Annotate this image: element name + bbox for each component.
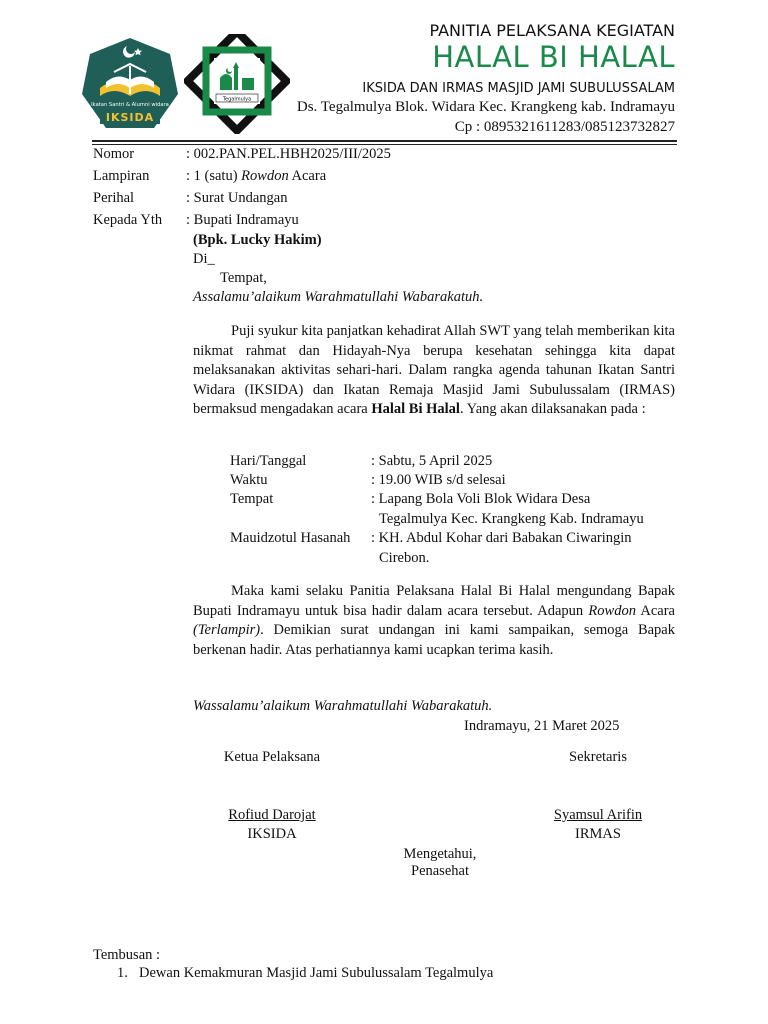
committee-title: PANITIA PELAKSANA KEGIATAN [429, 21, 675, 40]
event-title: HALAL BI HALAL [432, 40, 675, 74]
detail-value-speaker-line2: Cirebon. [379, 550, 430, 566]
meta-label-kepada: Kepada Yth [93, 212, 163, 228]
detail-label-time: Waktu [230, 472, 268, 488]
detail-value-place-line2: Tegalmulya Kec. Krangkeng Kab. Indramayu [379, 511, 644, 527]
header-divider-thin [92, 144, 677, 145]
meta-value-kepada: : Bupati Indramayu [186, 212, 299, 228]
header-divider-thick [92, 140, 677, 142]
detail-value-date: : Sabtu, 5 April 2025 [371, 453, 493, 469]
recipient-tempat: Tempat, [220, 270, 267, 286]
meta-value-lampiran: : 1 (satu) Rowdon Acara [186, 168, 327, 184]
organizations-line: IKSIDA DAN IRMAS MASJID JAMI SUBULUSSALAM [362, 81, 675, 96]
irmas-mosque-logo-icon [184, 34, 290, 134]
tembusan-item-number: 1. [117, 965, 128, 981]
advisor-line2: Penasehat [411, 863, 469, 879]
detail-value-speaker: : KH. Abdul Kohar dari Babakan Ciwaringin [371, 530, 632, 546]
logo-arc-text: Ikatan Santri & Alumni widara [91, 102, 169, 108]
logo-name-text: IKSIDA [105, 111, 155, 124]
detail-value-time: : 19.00 WIB s/d selesai [371, 472, 506, 488]
meta-label-lampiran: Lampiran [93, 168, 150, 184]
iksida-logo-icon [78, 36, 182, 136]
address-line: Ds. Tegalmulya Blok. Widara Kec. Krangkeng kab. Indramayu [296, 99, 675, 115]
signature-right-name: Syamsul Arifin [553, 807, 643, 823]
detail-value-place: : Lapang Bola Voli Blok Widara Desa [371, 491, 591, 507]
meta-label-nomor: Nomor [93, 146, 135, 162]
advisor-line1: Mengetahui, [403, 846, 477, 862]
meta-value-nomor: : 002.PAN.PEL.HBH2025/III/2025 [186, 146, 391, 162]
contact-line: Cp : 0895321611283/085123732827 [454, 119, 675, 135]
meta-value-perihal: : Surat Undangan [186, 190, 288, 206]
signature-right-org: IRMAS [575, 826, 621, 842]
recipient-name: (Bpk. Lucky Hakim) [193, 232, 322, 248]
logo-caption-text: Tegalmulya [222, 96, 252, 103]
letterhead [0, 0, 768, 145]
recipient-di: Di_ [193, 251, 215, 267]
signature-left-org: IKSIDA [247, 826, 297, 842]
tembusan-title: Tembusan : [93, 947, 161, 963]
invitation-paragraph: Maka kami selaku Panitia Pelaksana Halal Bi Halal mengundang Bapak Bupati Indramayu untuk bisa hadir dalam acara tersebut. Adapun Rowdon Acara (Terlampir). Demikian surat undangan ini kami sampaikan, semoga Bapak berkenan hadir. Atas perhatiannya kami ucapkan terima kasih. [193, 583, 675, 658]
detail-label-speaker: Mauidzotul Hasanah [230, 530, 351, 546]
meta-label-perihal: Perihal [93, 190, 135, 206]
place-date: Indramayu, 21 Maret 2025 [464, 718, 620, 734]
salutation: Assalamu’alaikum Warahmatullahi Wabarakatuh. [193, 289, 484, 305]
tembusan-item: Dewan Kemakmuran Masjid Jami Subulussalam Tegalmulya [139, 965, 494, 981]
signature-left-role: Ketua Pelaksana [223, 749, 321, 765]
opening-paragraph: Puji syukur kita panjatkan kehadirat Allah SWT yang telah memberikan kita nikmat rahmat dan Hidayah-Nya berupa kesehatan sehingga kita dapat melaksanakan aktivitas sehari-hari. Dalam rangka agenda tahunan Ikatan Santri Widara (IKSIDA) dan Ikatan Remaja Masjid Jami Subulussalam (IRMAS) bermaksud mengadakan acara Halal Bi Halal. Yang akan dilaksanakan pada : [193, 323, 675, 417]
detail-label-date: Hari/Tanggal [230, 453, 307, 469]
signature-right-role: Sekretaris [569, 749, 627, 765]
signature-left-name: Rofiud Darojat [228, 807, 316, 823]
detail-label-place: Tempat [230, 491, 274, 507]
closing-salutation: Wassalamu’alaikum Warahmatullahi Wabarakatuh. [193, 698, 493, 714]
